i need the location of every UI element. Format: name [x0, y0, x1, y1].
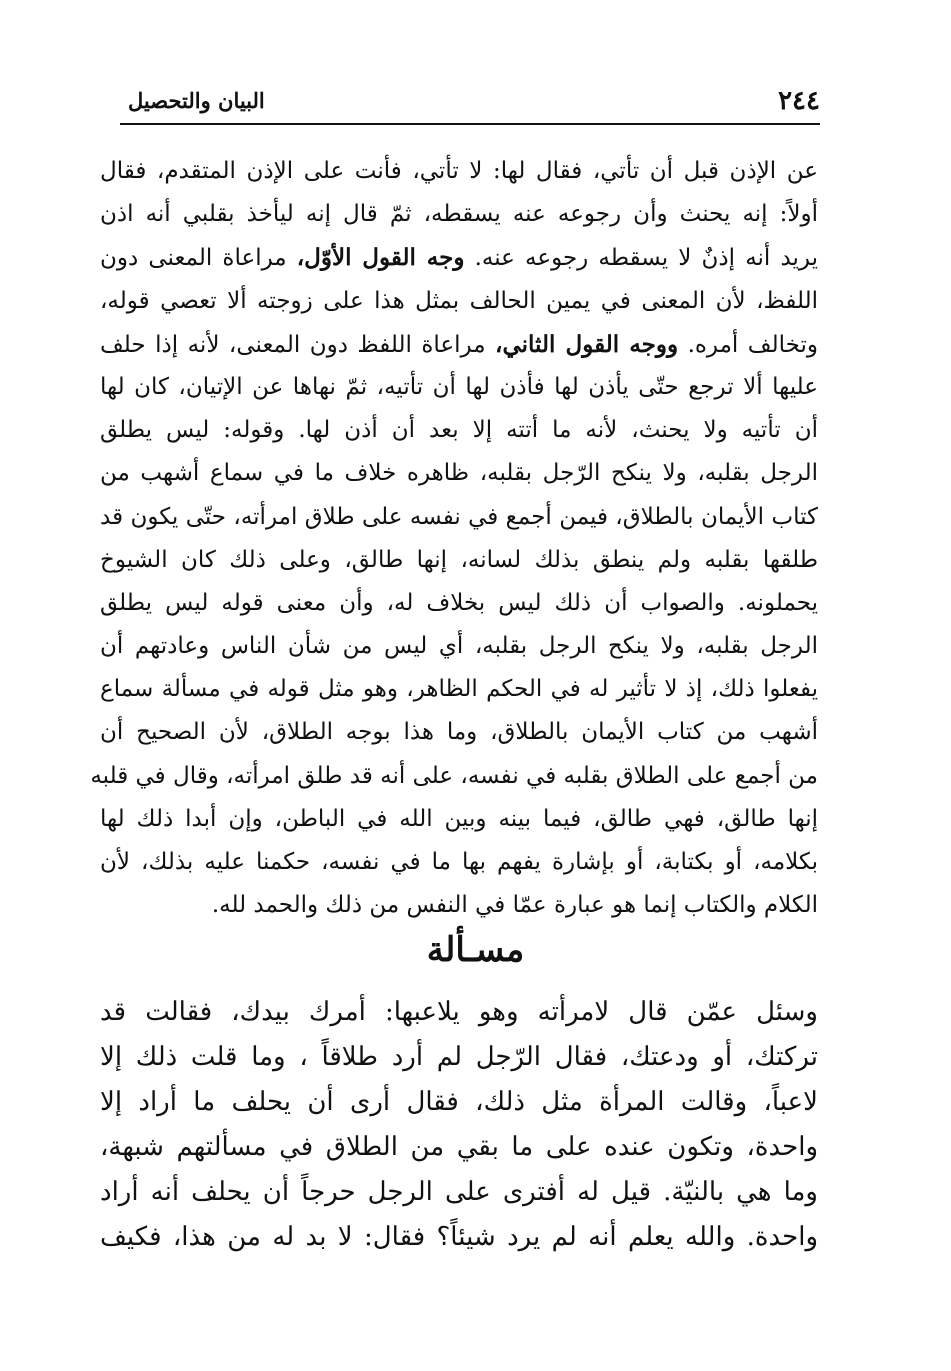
text-line: تركتك، أو ودعتك، فقال الرّجل لم أرد طلاقاً ، وما قلت ذلك إلا: [100, 1042, 818, 1072]
header-rule: [120, 123, 820, 125]
text-line: من أجمع على الطلاق بقلبه في نفسه، على أنه قد طلق امرأته، وقال في قلبه: [90, 762, 818, 789]
text-line: عليها ألا ترجع حتّى يأذن لها فأذن لها أن تأتيه، ثمّ نهاها عن الإتيان، كان لها: [100, 373, 818, 400]
text-line: يحملونه. والصواب أن ذلك ليس بخلاف له، وأن معنى قوله ليس يطلق: [100, 589, 818, 616]
text-line: وسئل عمّن قال لامرأته وهو يلاعبها: أمرك بيدك، فقالت قد: [100, 997, 818, 1027]
text-line: إنها طالق، فهي طالق، فيما بينه وبين الله في الباطن، وإن أبدا ذلك لها: [100, 805, 818, 832]
text-segment: وتخالف أمره.: [678, 331, 818, 358]
bold-phrase: ووجه القول الثاني،: [495, 330, 679, 358]
text-segment: يريد أنه إذنٌ لا يسقطه رجوعه عنه.: [464, 245, 819, 272]
text-line: الكلام والكتاب إنما هو عبارة عمّا في النفس من ذلك والحمد لله.: [211, 892, 818, 919]
bold-phrase: وجه القول الأوّل،: [296, 244, 465, 272]
text-line: الرجل بقلبه، ولا ينكح الرجل بقلبه، أي ليس من شأن الناس وعادتهم أن: [100, 633, 818, 660]
text-line: لاعباً، وقالت المرأة مثل ذلك، فقال أرى أن يحلف ما أراد إلا: [100, 1087, 818, 1117]
text-line: يفعلوا ذلك، إذ لا تأثير له في الحكم الظاهر، وهو مثل قوله في مسألة سماع: [100, 676, 818, 703]
text-line: [100, 236, 818, 279]
text-line: الرجل بقلبه، ولا ينكح الرّجل بقلبه، ظاهره خلاف ما في سماع أشهب من: [100, 460, 818, 487]
text-segment: مراعاة المعنى دون: [100, 245, 297, 272]
text-line: [100, 323, 818, 366]
text-line: وما هي بالنيّة. قيل له أفترى على الرجل حرجاً أن يحلف أنه أراد: [100, 1177, 818, 1207]
text-line: أولاً: إنه يحنث وأن رجوعه عنه يسقطه، ثمّ قال إنه ليأخذ بقلبي أنه اذن: [100, 201, 818, 228]
text-line: أن تأتيه ولا يحنث، لأنه ما أتته إلا بعد أن أذن لها. وقوله: ليس يطلق: [100, 417, 818, 444]
text-line: بكلامه، أو بكتابة، أو بإشارة يفهم بها ما في نفسه، حكمنا عليه بذلك، لأن: [100, 849, 818, 875]
text-line: كتاب الأيمان بالطلاق، فيمن أجمع في نفسه على طلاق امرأته، حتّى يكون قد: [100, 503, 818, 530]
text-line: طلقها بقلبه ولم ينطق بذلك لسانه، إنها طالق، وعلى ذلك كان الشيوخ: [100, 546, 818, 573]
text-line: واحدة. والله يعلم أنه لم يرد شيئاً؟ فقال: لا بد له من هذا، فكيف: [100, 1222, 818, 1252]
page-header: [120, 84, 820, 124]
running-title: البيان والتحصيل: [128, 88, 265, 113]
text-line: اللفظ، لأن المعنى في يمين الحالف بمثل هذا على زوجته ألا تعصي قوله،: [100, 287, 818, 314]
text-line: عن الإذن قبل أن تأتي، فقال لها: لا تأتي، فأنت على الإذن المتقدم، فقال: [100, 158, 818, 184]
page-number: ٢٤٤: [778, 86, 820, 116]
text-segment: مراعاة اللفظ دون المعنى، لأنه إذا حلف: [100, 331, 496, 358]
text-line: واحدة، وتكون عنده على ما بقي من الطلاق في مسألتهم شبهة،: [100, 1132, 818, 1162]
section-1-body: [90, 150, 819, 927]
section-heading: مسـألة: [426, 930, 525, 970]
text-line: أشهب من كتاب الأيمان بالطلاق، وما هذا بوجه الطلاق، لأن الصحيح أن: [100, 719, 818, 746]
section-2-body: [100, 990, 818, 1260]
